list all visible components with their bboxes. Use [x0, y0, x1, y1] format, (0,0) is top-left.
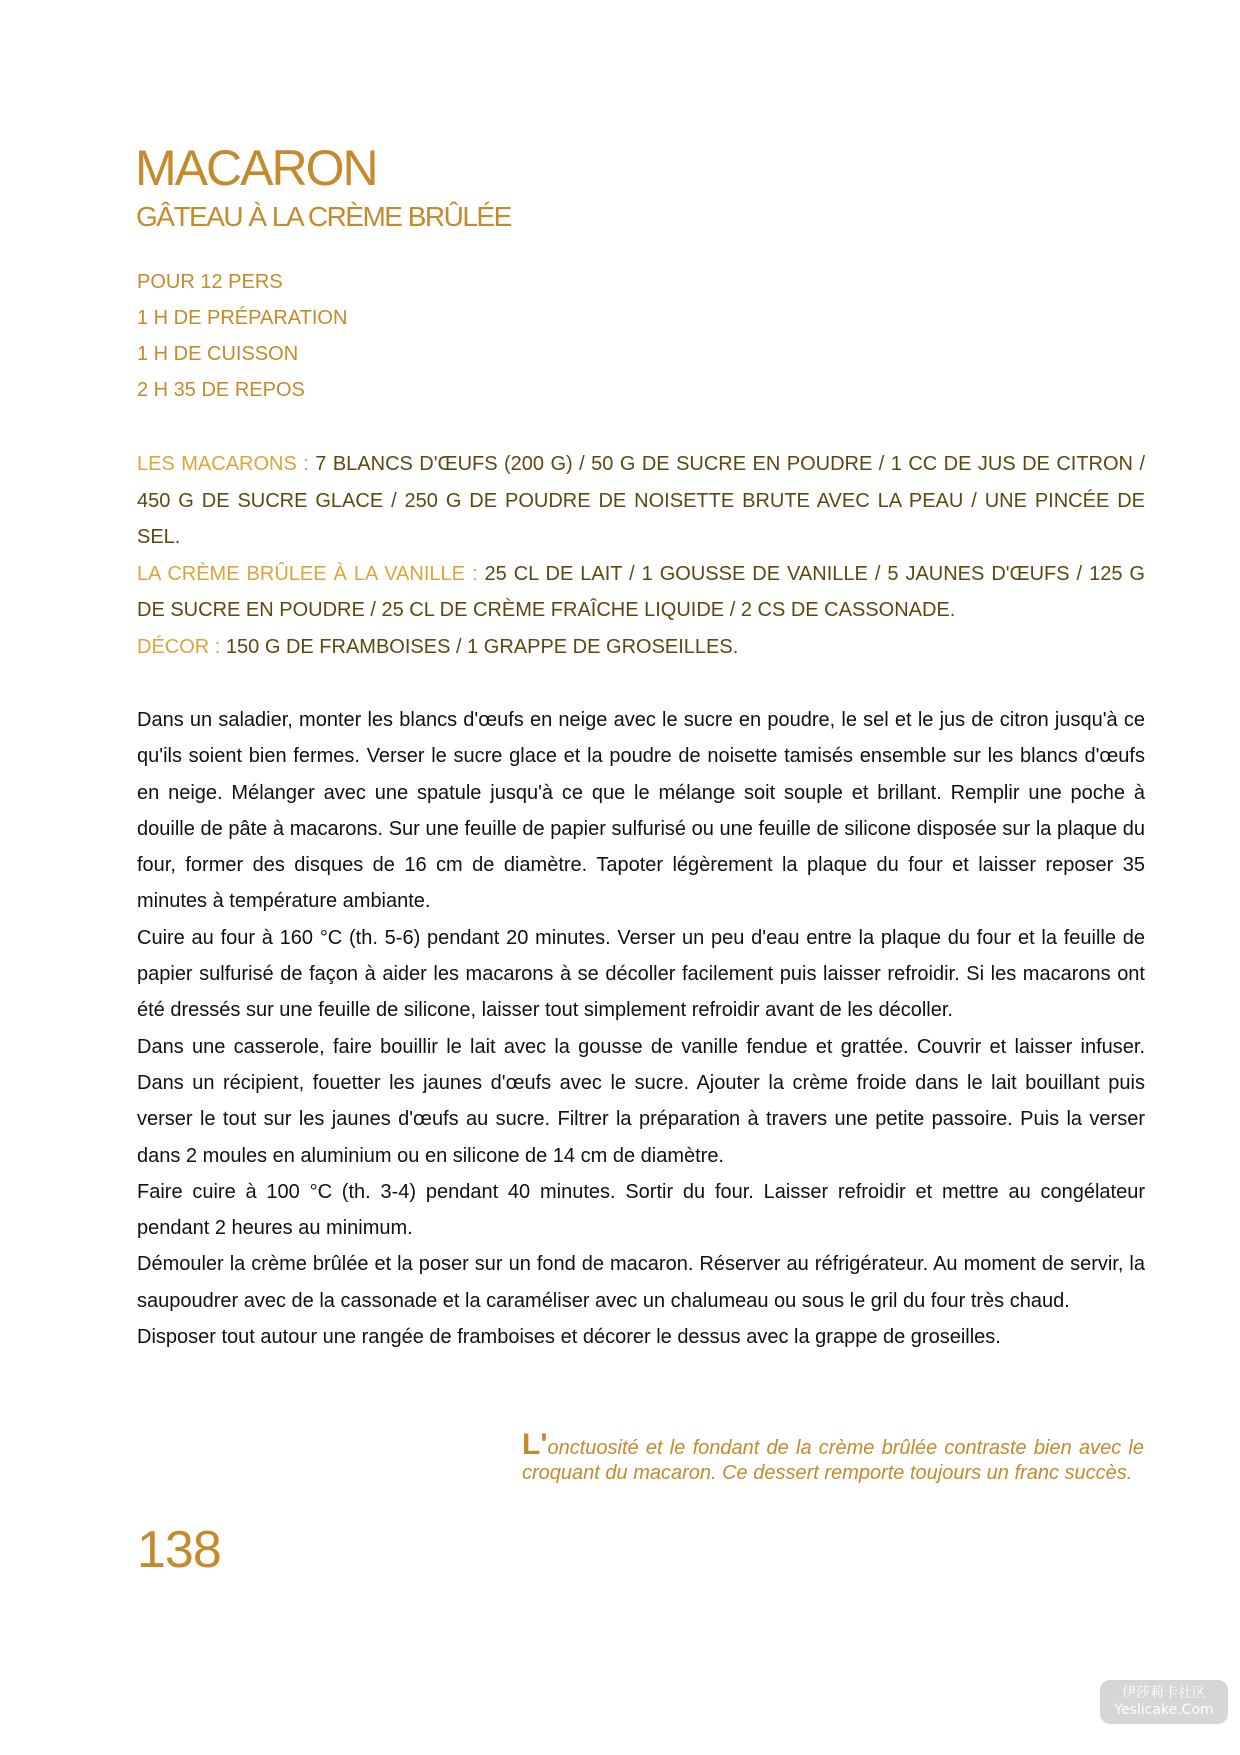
servings: POUR 12 PERS — [137, 271, 283, 293]
ingredient-group-text: 150 G DE FRAMBOISES / 1 GRAPPE DE GROSEILLES. — [220, 635, 739, 658]
instruction-paragraph: Démouler la crème brûlée et la poser sur un fond de macaron. Réserver au réfrigérateur. Au moment de servir, la saupoudrer avec de la cassonade et la caraméliser avec un chalumeau ou sous le gril du four très chaud. — [137, 1253, 1145, 1312]
recipe-subtitle: GÂTEAU À LA CRÈME BRÛLÉE — [136, 201, 511, 232]
ingredient-group-label: LA CRÈME BRÛLEE À LA VANILLE : — [137, 562, 478, 585]
quote-dropcap: L' — [522, 1428, 548, 1461]
pull-quote — [522, 1428, 1144, 1486]
instruction-paragraph: Faire cuire à 100 °C (th. 3-4) pendant 40 minutes. Sortir du four. Laisser refroidir et mettre au congélateur pendant 2 heures au minimum. — [137, 1180, 1145, 1240]
watermark-line-1: 伊莎莉卡社区 — [1122, 1685, 1206, 1701]
ingredient-group-label: LES MACARONS : — [137, 453, 309, 475]
ingredient-group — [137, 556, 1145, 629]
instruction-paragraph: Cuire au four à 160 °C (th. 5-6) pendant 20 minutes. Verser un peu d'eau entre la plaque du four et la feuille de papier sulfurisé de façon à aider les macarons à se décoller facilement puis laisser refroidir. Si les macarons ont été dressés sur une feuille de silicone, laisser tout simplement refroidir avant de les décoller. — [137, 926, 1145, 1022]
page-number: 138 — [137, 1521, 221, 1579]
preparation-time: 1 H DE PRÉPARATION — [137, 307, 348, 329]
instruction-paragraph: Disposer tout autour une rangée de framboises et décorer le dessus avec la grappe de groseilles. — [137, 1326, 1001, 1349]
instructions-section — [137, 702, 1145, 1355]
recipe-title: MACARON — [135, 140, 377, 196]
quote-text: onctuosité et le fondant de la crème brûlée contraste bien avec le croquant du macaron. Ce dessert remporte toujours un franc succès. — [522, 1437, 1144, 1484]
ingredient-group-text: 25 CL DE LAIT / 1 GOUSSE DE VANILLE / 5 JAUNES D'ŒUFS / 125 G DE SUCRE EN POUDRE / 25 CL DE CRÈME FRAÎCHE LIQUIDE / 2 CS DE CASSONADE. — [137, 562, 1145, 621]
site-watermark — [1100, 1680, 1228, 1724]
watermark-line-2: Yeslicake.Com — [1114, 1702, 1214, 1718]
instruction-paragraph: Dans un saladier, monter les blancs d'œufs en neige avec le sucre en poudre, le sel et le jus de citron jusqu'à ce qu'ils soient bien fermes. Verser le sucre glace et la poudre de noisette tamisés ensemble sur les blancs d'œufs en neige. Mélanger avec une spatule jusqu'à ce que le mélange soit souple et brillant. Remplir une poche à douille de pâte à macarons. Sur une feuille de papier sulfurisé ou une feuille de silicone disposée sur la plaque du four, former des disques de 16 cm de diamètre. Tapoter légèrement la plaque du four et laisser reposer 35 minutes à température ambiante. — [137, 709, 1145, 913]
resting-time: 2 H 35 DE REPOS — [137, 379, 305, 401]
ingredient-group — [137, 629, 1145, 666]
instruction-paragraph: Dans une casserole, faire bouillir le lait avec la gousse de vanille fendue et grattée. Couvrir et laisser infuser. Dans un récipient, fouetter les jaunes d'œufs avec le sucre. Ajouter la crème froide dans le lait bouillant puis verser le tout sur les jaunes d'œufs au sucre. Filtrer la préparation à travers une petite passoire. Puis la verser dans 2 moules en aluminium ou en silicone de 14 cm de diamètre. — [137, 1035, 1145, 1167]
cooking-time: 1 H DE CUISSON — [137, 343, 299, 365]
ingredient-group — [137, 446, 1145, 556]
ingredient-group-text: 7 BLANCS D'ŒUFS (200 G) / 50 G DE SUCRE EN POUDRE / 1 CC DE JUS DE CITRON / 450 G DE SUCRE GLACE / 250 G DE POUDRE DE NOISETTE BRUTE AVEC LA PEAU / UNE PINCÉE DE SEL. — [137, 453, 1145, 548]
ingredient-group-label: DÉCOR : — [137, 635, 221, 658]
recipe-meta — [137, 268, 347, 412]
ingredients-section — [137, 446, 1145, 665]
